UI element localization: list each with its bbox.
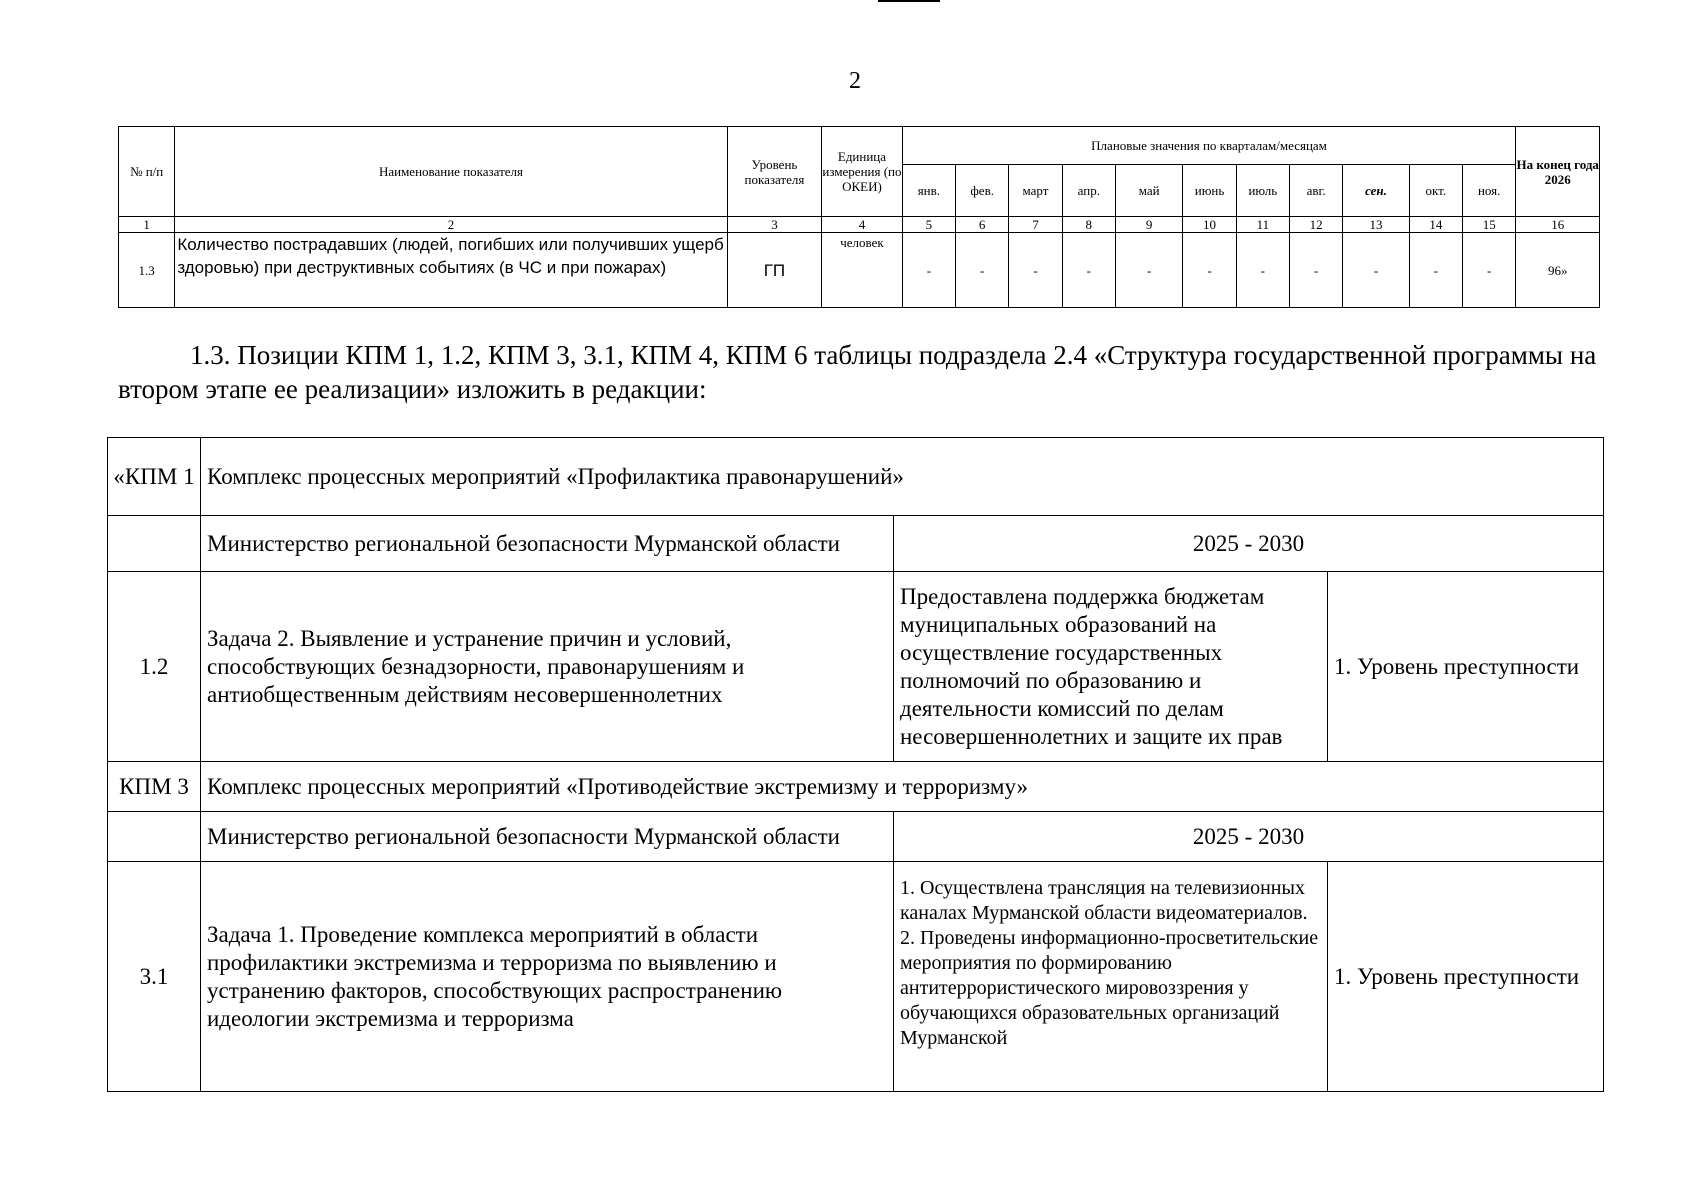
column-number: 13 [1343, 217, 1409, 233]
empty-cell [108, 516, 201, 572]
column-number: 9 [1115, 217, 1182, 233]
row-month-value: - [1183, 233, 1236, 308]
column-number: 11 [1236, 217, 1289, 233]
column-number: 16 [1516, 217, 1600, 233]
header-month: янв. [902, 165, 955, 217]
top-rule [878, 0, 940, 2]
row-month-value: - [956, 233, 1009, 308]
column-number: 3 [727, 217, 822, 233]
header-month: ноя. [1463, 165, 1516, 217]
row-month-value: - [1115, 233, 1182, 308]
kpm3-ministry: Министерство региональной безопасности Мурманской области [201, 812, 894, 862]
row-1-2-code: 1.2 [108, 572, 201, 762]
header-planned: Плановые значения по кварталам/месяцам [902, 127, 1516, 165]
header-unit: Единица измерения (по ОКЕИ) [822, 127, 902, 217]
kpm3-code: КПМ 3 [108, 762, 201, 812]
table-row [108, 438, 1604, 516]
row-level: ГП [727, 233, 822, 308]
row-unit: человек [822, 233, 902, 308]
header-name: Наименование показателя [175, 127, 727, 217]
row-3-1-result-2: 2. Проведены информационно-просветительские мероприятия по формированию антитеррористического мировоззрения у обучающихся образовательных организаций Мурманской [900, 927, 1319, 1049]
column-number: 15 [1463, 217, 1516, 233]
row-name: Количество пострадавших (людей, погибших или получивших ущерб здоровью) при деструктивных событиях (в ЧС и при пожарах) [175, 233, 727, 308]
row-end-year: 96» [1516, 233, 1600, 308]
column-number: 5 [902, 217, 955, 233]
row-month-value: - [1062, 233, 1115, 308]
column-number: 1 [119, 217, 175, 233]
table-row [108, 812, 1604, 862]
row-month-value: - [1463, 233, 1516, 308]
row-3-1-indicator: 1. Уровень преступности [1328, 862, 1604, 1092]
table-row [108, 516, 1604, 572]
column-number: 10 [1183, 217, 1236, 233]
row-1-2-task: Задача 2. Выявление и устранение причин и условий, способствующих безнадзорности, правонарушениям и антиобщественным действиям несовершеннолетних [201, 572, 894, 762]
structure-table [107, 437, 1604, 1092]
row-1-2-result: Предоставлена поддержка бюджетам муниципальных образований на осуществление государственных полномочий по образованию и деятельности комиссий по делам несовершеннолетних и защите их прав [894, 572, 1328, 762]
kpm3-title: Комплекс процессных мероприятий «Противодействие экстремизму и терроризму» [201, 762, 1604, 812]
row-month-value: - [1409, 233, 1462, 308]
row-3-1-result [894, 862, 1328, 1092]
row-1-2-indicator: 1. Уровень преступности [1328, 572, 1604, 762]
indicators-table [118, 126, 1600, 308]
column-number: 14 [1409, 217, 1462, 233]
column-numbers-row [119, 217, 1600, 233]
row-month-value: - [1343, 233, 1409, 308]
header-month: март [1009, 165, 1062, 217]
row-3-1-code: 3.1 [108, 862, 201, 1092]
header-level: Уровень показателя [727, 127, 822, 217]
header-month: сен. [1343, 165, 1409, 217]
header-month: июль [1236, 165, 1289, 217]
column-number: 7 [1009, 217, 1062, 233]
kpm1-code: «КПМ 1 [108, 438, 201, 516]
column-number: 2 [175, 217, 727, 233]
column-number: 4 [822, 217, 902, 233]
header-month: авг. [1289, 165, 1342, 217]
header-month: окт. [1409, 165, 1462, 217]
table-row [108, 862, 1604, 1092]
amendment-paragraph-text: 1.3. Позиции КПМ 1, 1.2, КПМ 3, 3.1, КПМ 4, КПМ 6 таблицы подраздела 2.4 «Структура государственной программы на втором этапе ее реализации» изложить в редакции: [118, 340, 1597, 404]
header-end-year: На конец года 2026 [1516, 127, 1600, 217]
kpm1-ministry: Министерство региональной безопасности Мурманской области [201, 516, 894, 572]
row-3-1-result-1: 1. Осуществлена трансляция на телевизионных каналах Мурманской области видеоматериалов. [900, 877, 1308, 924]
column-number: 8 [1062, 217, 1115, 233]
row-3-1-task: Задача 1. Проведение комплекса мероприятий в области профилактики экстремизма и терроризма по выявлению и устранению факторов, способствующих распространению идеологии экстремизма и терроризма [201, 862, 894, 1092]
kpm3-period: 2025 - 2030 [894, 812, 1604, 862]
header-num: № п/п [119, 127, 175, 217]
column-number: 6 [956, 217, 1009, 233]
row-month-value: - [902, 233, 955, 308]
row-num: 1.3 [119, 233, 175, 308]
kpm1-period: 2025 - 2030 [894, 516, 1604, 572]
kpm1-title: Комплекс процессных мероприятий «Профилактика правонарушений» [201, 438, 1604, 516]
row-month-value: - [1289, 233, 1342, 308]
header-month: июнь [1183, 165, 1236, 217]
header-month: апр. [1062, 165, 1115, 217]
row-month-value: - [1009, 233, 1062, 308]
table-row [119, 233, 1600, 308]
header-month: фев. [956, 165, 1009, 217]
header-month: май [1115, 165, 1182, 217]
empty-cell [108, 812, 201, 862]
amendment-paragraph [118, 338, 1608, 406]
page-number: 2 [849, 68, 861, 94]
column-number: 12 [1289, 217, 1342, 233]
table-row [108, 572, 1604, 762]
table-row [108, 762, 1604, 812]
row-month-value: - [1236, 233, 1289, 308]
